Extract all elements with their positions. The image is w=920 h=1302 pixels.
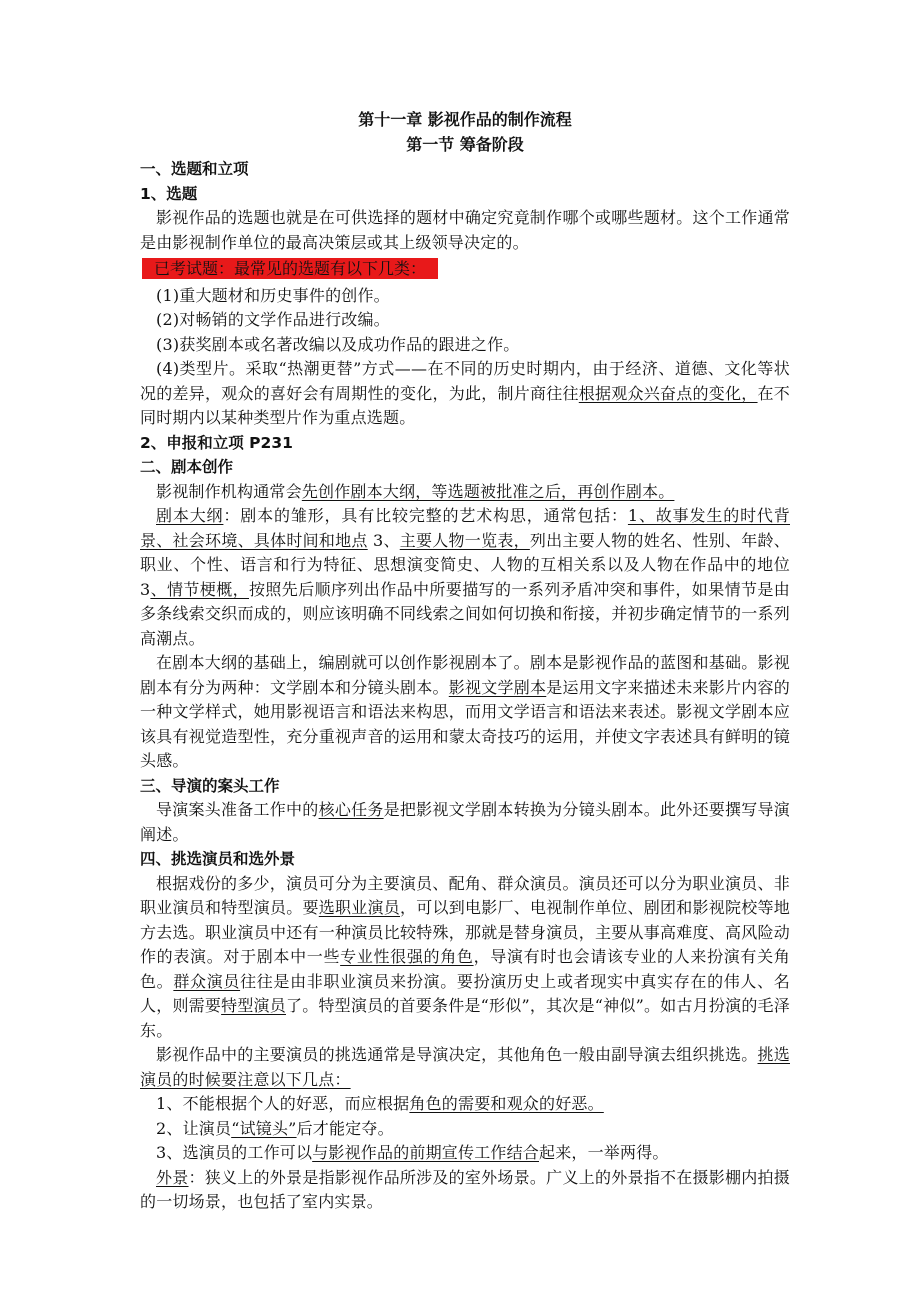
chapter-title: 第十一章 影视作品的制作流程 [358, 110, 572, 129]
paragraph-screenplay: 在剧本大纲的基础上，编剧就可以创作影视剧本了。剧本是影视作品的蓝图和基础。影视剧本有分为两种：文学剧本和分镜头剧本。影视文学剧本是运用文字来描述未来影片内容的一种文学样式，她用影视语言和语法来构思，而用文学语言和语法来表述。影视文学剧本应该具有视觉造型性，充分重视声音的运用和蒙太奇技巧的运用，并使文字表述具有鲜明的镜头感。 [140, 653, 790, 770]
subheading-application: 2、申报和立项 P231 [140, 433, 293, 452]
paragraph-outline: 剧本大纲：剧本的雏形，具有比较完整的艺术构思，通常包括：1、故事发生的时代背景、社会环境、具体时间和地点 3、主要人物一览表，列出主要人物的姓名、性别、年龄、职业、个性、语言和行为特征、思想演变简史、人物的互相关系以及人物在作品中的地位 3、情节梗概，按照先后顺序列出作品中所要描写的一系列矛盾冲突和事件，如果情节是由多条线索交织而成的，则应该明确不同线索之间如何切换和衔接，并初步确定情节的一系列高潮点。 [140, 506, 790, 648]
list-item: 3、选演员的工作可以与影视作品的前期宣传工作结合起来，一举两得。 [156, 1143, 669, 1162]
document-page [140, 108, 790, 1215]
list-item: (1)重大题材和历史事件的创作。 [156, 285, 390, 305]
heading-director-desk: 三、导演的案头工作 [140, 776, 280, 795]
exam-highlight-row [140, 257, 790, 282]
paragraph-actors: 根据戏份的多少，演员可分为主要演员、配角、群众演员。演员还可以分为职业演员、非职业演员和特型演员。要选职业演员，可以到电影厂、电视制作单位、剧团和影视院校等地方去选。职业演员中还有一种演员比较特殊，那就是替身演员，主要从事高难度、高风险动作的表演。对于剧本中一些专业性很强的角色，导演有时也会请该专业的人来扮演有关角色。群众演员往往是由非职业演员来扮演。要扮演历史上或者现实中真实存在的伟人、名人，则需要特型演员了。特型演员的首要条件是“形似”，其次是“神似”。如古月扮演的毛泽东。 [140, 873, 790, 1040]
list-item-genre: (4)类型片。采取“热潮更替”方式——在不同的历史时期内，由于经济、道德、文化等状况的差异，观众的喜好会有周期性的变化，为此，制片商往往根据观众兴奋点的变化，在不同时期内以某种类型片作为重点选题。 [140, 359, 790, 427]
list-item: 2、让演员“试镜头”后才能定夺。 [156, 1118, 394, 1138]
subheading-selection: 1、选题 [140, 184, 198, 203]
heading-casting: 四、挑选演员和选外景 [140, 850, 296, 868]
paragraph: 影视作品的选题也就是在可供选择的题材中确定究竟制作哪个或哪些题材。这个工作通常是由影视制作单位的最高决策层或其上级领导决定的。 [140, 208, 790, 252]
heading-topic-selection: 一、选题和立项 [140, 160, 249, 178]
list-item: (2)对畅销的文学作品进行改编。 [156, 310, 390, 329]
paragraph: 导演案头准备工作中的核心任务是把影视文学剧本转换为分镜头剧本。此外还要撰写导演阐述。 [140, 800, 790, 844]
paragraph: 影视制作机构通常会先创作剧本大纲，等选题被批准之后，再创作剧本。 [156, 481, 675, 501]
list-item: (3)获奖剧本或名著改编以及成功作品的跟进之作。 [156, 334, 520, 354]
exam-highlight: 已考试题：最常见的选题有以下几类： [142, 258, 438, 279]
heading-script: 二、剧本创作 [140, 458, 234, 476]
paragraph-location: 外景：狭义上的外景是指影视作品所涉及的室外场景。广义上的外景指不在摄影棚内拍摄的一切场景，也包括了室内实景。 [140, 1167, 790, 1211]
section-title: 第一节 筹备阶段 [406, 134, 524, 154]
paragraph-selection: 影视作品中的主要演员的挑选通常是导演决定，其他角色一般由副导演去组织挑选。挑选演员的时候要注意以下几点： [140, 1045, 790, 1089]
list-item: 1、不能根据个人的好恶，而应根据角色的需要和观众的好恶。 [156, 1094, 604, 1113]
